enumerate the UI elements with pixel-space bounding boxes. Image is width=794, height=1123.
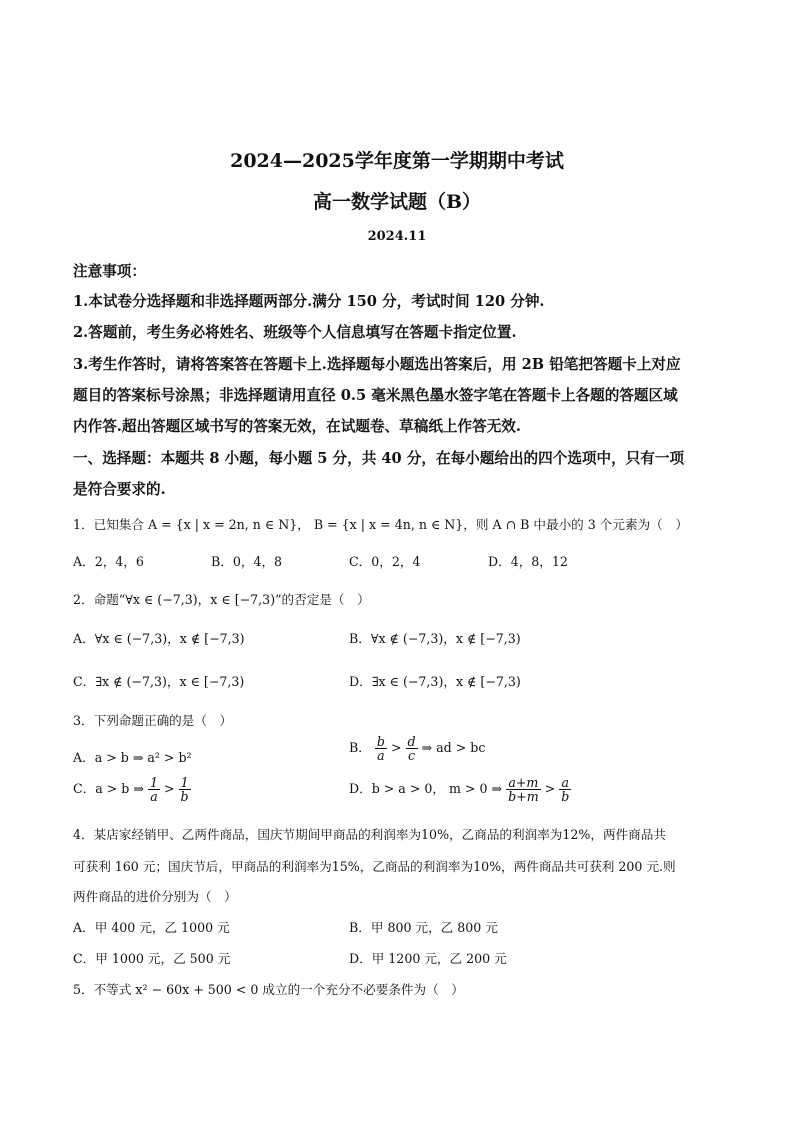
question-4-option-a: A．甲 400 元，乙 1000 元 xyxy=(73,920,230,935)
question-1-option-a: A．2，4，6 xyxy=(73,554,144,569)
note-3-line-1: 3.考生作答时，请将答案答在答题卡上.选择题每小题选出答案后，用 2B 铅笔把答题卡上对应 xyxy=(73,356,681,373)
note-1: 1.本试卷分选择题和非选择题两部分.满分 150 分，考试时间 120 分钟. xyxy=(73,293,545,310)
fraction-denominator: a xyxy=(377,748,385,764)
question-4-line-3: 两件商品的进价分别为（ ） xyxy=(73,889,237,904)
question-1-option-d: D．4，8，12 xyxy=(488,554,568,569)
fraction-denominator: c xyxy=(408,748,416,764)
question-3-option-d xyxy=(349,776,571,803)
question-4-option-b: B．甲 800 元，乙 800 元 xyxy=(349,920,498,935)
operator: > xyxy=(163,781,175,797)
fraction-denominator: a xyxy=(150,789,158,805)
fraction-numerator: a+m xyxy=(506,776,541,790)
question-5-stem: 5．不等式 x² − 60x + 500 < 0 成立的一个充分不必要条件为（ ） xyxy=(73,982,464,997)
fraction xyxy=(406,735,418,762)
option-d-label: D．b > a > 0， m > 0 ⇒ xyxy=(349,781,503,797)
fraction xyxy=(375,735,387,762)
question-3-stem: 3．下列命题正确的是（ ） xyxy=(73,713,233,728)
note-2: 2.答题前，考生务必将姓名、班级等个人信息填写在答题卡指定位置. xyxy=(73,324,517,341)
fraction-numerator: 1 xyxy=(179,776,191,790)
question-4-line-2: 可获利 160 元；国庆节后，甲商品的利润率为15%，乙商品的利润率为10%，两件商品共可获利 200 元.则 xyxy=(73,859,676,874)
question-2-option-c: C．∃x ∉ (−7,3)，x ∈ [−7,3) xyxy=(73,674,245,689)
fraction-denominator: b xyxy=(561,789,570,805)
exam-title: 2024—2025学年度第一学期期中考试 xyxy=(230,150,564,172)
fraction xyxy=(179,776,191,803)
question-3-option-a: A．a > b ⇒ a² > b² xyxy=(73,750,192,765)
operator: > xyxy=(544,781,556,797)
fraction xyxy=(148,776,160,803)
question-4-option-c: C．甲 1000 元，乙 500 元 xyxy=(73,951,231,966)
question-2-option-d: D．∃x ∈ (−7,3)，x ∉ [−7,3) xyxy=(349,674,521,689)
note-3-line-2: 题目的答案标号涂黑；非选择题请用直径 0.5 毫米黑色墨水签字笔在答题卡上各题的答题区域 xyxy=(73,387,678,404)
fraction-numerator: b xyxy=(376,734,385,749)
note-3-line-3: 内作答.超出答题区域书写的答案无效，在试题卷、草稿纸上作答无效. xyxy=(73,418,521,435)
option-c-label: C．a > b ⇒ xyxy=(73,781,144,797)
question-1-option-c: C．0，2，4 xyxy=(349,554,421,569)
section-heading-line-1: 一、选择题：本题共 8 小题，每小题 5 分，共 40 分，在每小题给出的四个选项中，只有一项 xyxy=(73,450,685,467)
question-2-stem: 2．命题“∀x ∈ (−7,3)，x ∈ [−7,3)”的否定是（ ） xyxy=(73,592,370,607)
question-1-stem: 1．已知集合 A = {x | x = 2n, n ∈ N}， B = {x | x = 4n, n ∈ N}，则 A ∩ B 中最小的 3 个元素为（ ） xyxy=(73,517,688,532)
option-b-tail: ⇒ ad > bc xyxy=(421,740,486,756)
fraction xyxy=(559,776,571,803)
exam-subtitle: 高一数学试题（B） xyxy=(312,191,482,213)
fraction-denominator: b xyxy=(180,789,189,805)
question-4-line-1: 4．某店家经销甲、乙两件商品，国庆节期间甲商品的利润率为10%，乙商品的利润率为12%，两件商品共 xyxy=(73,827,666,842)
question-2-option-b: B．∀x ∉ (−7,3)，x ∉ [−7,3) xyxy=(349,631,521,646)
question-1-option-b: B．0，4，8 xyxy=(211,554,283,569)
exam-date: 2024.11 xyxy=(367,229,427,244)
question-3-option-b xyxy=(349,735,485,762)
fraction-numerator: d xyxy=(407,734,416,749)
fraction-numerator: 1 xyxy=(149,775,158,790)
question-4-option-d: D．甲 1200 元，乙 200 元 xyxy=(349,951,507,966)
operator: > xyxy=(390,740,402,756)
question-3-option-c xyxy=(73,776,191,803)
notes-heading: 注意事项： xyxy=(73,263,146,280)
option-b-label: B． xyxy=(349,740,371,756)
question-2-option-a: A．∀x ∈ (−7,3)，x ∉ [−7,3) xyxy=(73,631,245,646)
fraction-denominator: b+m xyxy=(508,789,539,805)
fraction-numerator: a xyxy=(559,776,571,790)
fraction xyxy=(506,776,541,803)
section-heading-line-2: 是符合要求的. xyxy=(73,481,166,498)
